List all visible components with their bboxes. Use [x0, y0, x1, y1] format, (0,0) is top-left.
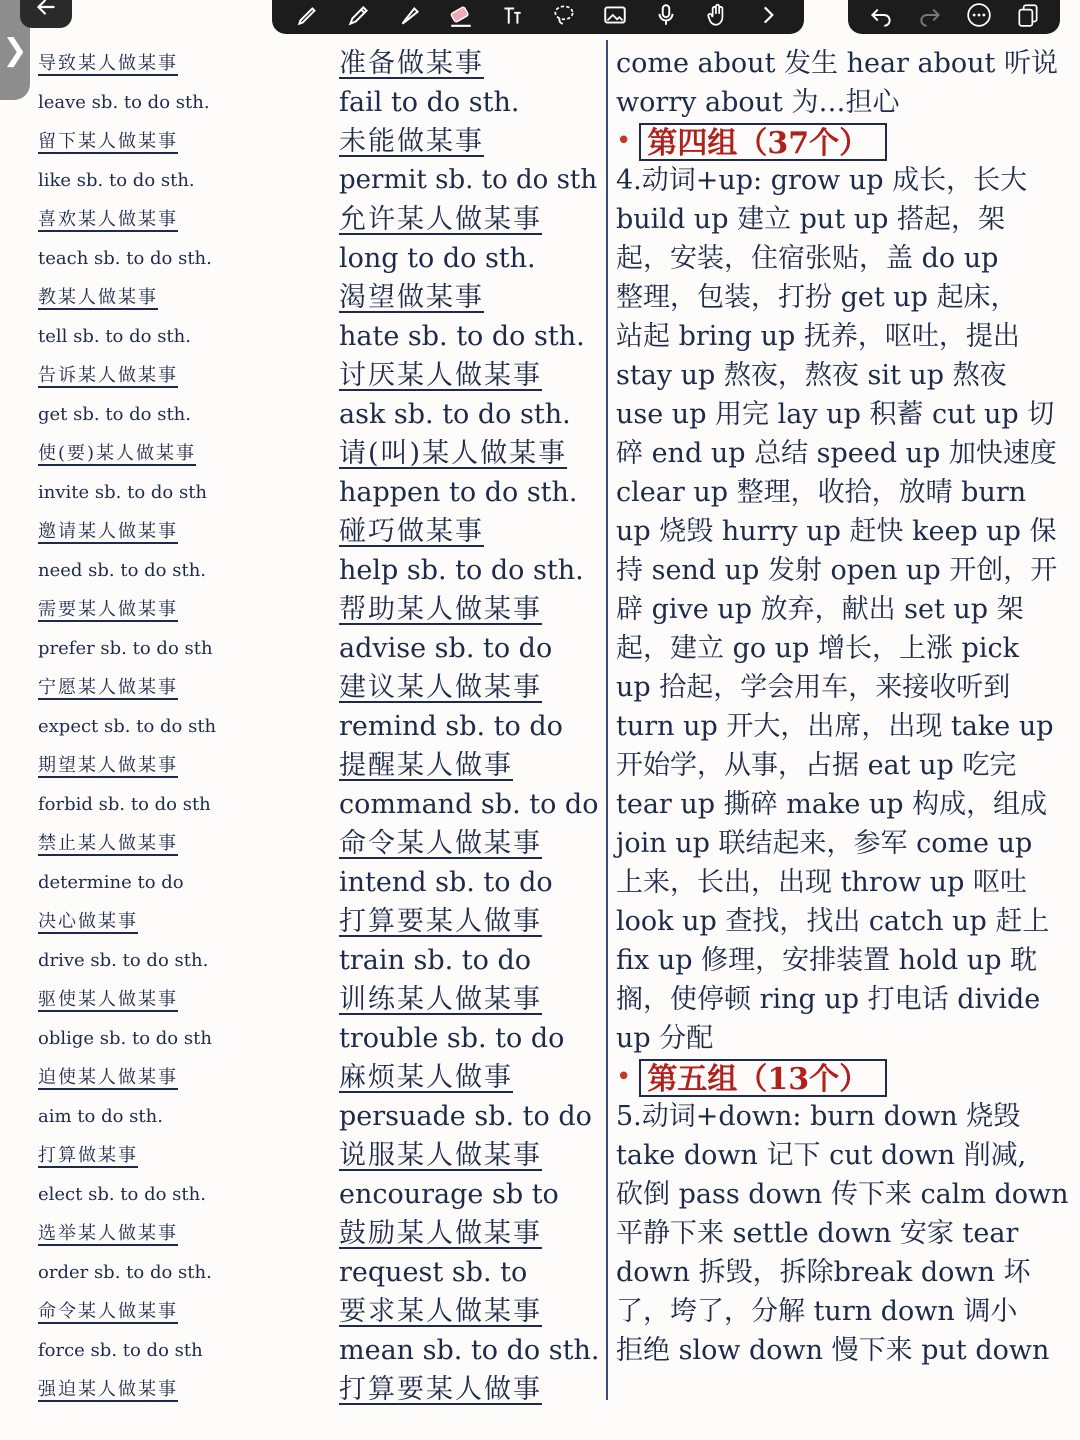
phrase-meaning	[339, 1292, 603, 1331]
arrow-left-icon	[31, 0, 61, 20]
phrase-text: intend sb. to do	[339, 867, 553, 898]
phrase-text: 鼓励某人做某事	[339, 1218, 542, 1249]
phrase-meaning	[38, 902, 306, 941]
phrase-text: 允许某人做某事	[339, 204, 542, 235]
phrase-text: 迫使某人做某事	[38, 1067, 178, 1088]
phrase-text: help sb. to do sth.	[339, 555, 584, 586]
drawing-toolbar	[272, 0, 804, 34]
note-line: 上来，长出，出现 throw up 呕吐	[616, 867, 1027, 898]
note-line: look up 查找，找出 catch up 赶上	[616, 906, 1050, 937]
phrase-pattern	[38, 395, 306, 434]
phrase-text: 命令某人做某事	[339, 828, 542, 859]
note-line: 站起 bring up 抚养，呕吐，提出	[616, 321, 1020, 352]
note-line: 碎 end up 总结 speed up 加快速度	[616, 438, 1057, 469]
phrase-text: order sb. to do sth.	[38, 1262, 212, 1283]
note-line: take down 记下 cut down 削减,	[616, 1140, 1027, 1171]
phrase-pattern	[339, 473, 603, 512]
note-line: build up 建立 put up 搭起，架	[616, 204, 1006, 235]
phrase-text: encourage sb to	[339, 1179, 559, 1210]
phrase-meaning	[339, 44, 603, 83]
phrase-text: tell sb. to do sth.	[38, 326, 191, 347]
phrase-text: 告诉某人做某事	[38, 365, 178, 386]
phrase-pattern	[38, 941, 306, 980]
note-line: tear up 撕碎 make up 构成，组成	[616, 789, 1048, 820]
phrase-pattern	[339, 317, 603, 356]
bullet-dot: •	[616, 126, 632, 156]
phrase-pattern	[38, 161, 306, 200]
hand-icon[interactable]	[702, 2, 732, 28]
phrase-meaning	[339, 746, 603, 785]
note-line: join up 联结起来，参军 come up	[616, 828, 1033, 859]
phrase-meaning	[38, 1214, 306, 1253]
note-column-1	[38, 44, 306, 1409]
phrase-text: remind sb. to do	[339, 711, 563, 742]
highlighter-icon[interactable]	[395, 2, 425, 28]
phrase-text: 打算要某人做事	[339, 1374, 542, 1405]
phrase-text: fail to do sth.	[339, 87, 520, 118]
phrase-pattern	[339, 707, 603, 746]
phrase-meaning	[38, 1370, 306, 1409]
phrase-meaning	[38, 122, 306, 161]
phrase-text: 讨厌某人做某事	[339, 360, 542, 391]
note-line: down 拆毁，拆除break down 坏	[616, 1257, 1031, 1288]
group-5-title: 第五组（13个）	[639, 1059, 887, 1097]
phrase-meaning	[38, 1292, 306, 1331]
phrase-meaning	[38, 824, 306, 863]
phrase-pattern	[38, 473, 306, 512]
phrase-text: prefer sb. to do sth	[38, 638, 213, 659]
phrase-pattern	[339, 1019, 603, 1058]
phrase-pattern	[38, 1175, 306, 1214]
phrase-text: 请(叫)某人做某事	[339, 438, 568, 469]
phrase-pattern	[38, 1331, 306, 1370]
group-5-lines	[616, 1097, 1074, 1370]
phrase-pattern	[339, 239, 603, 278]
note-line: 辟 give up 放弃，献出 set up 架	[616, 594, 1024, 625]
phrase-text: persuade sb. to do	[339, 1101, 592, 1132]
note-line: 平静下来 settle down 安家 tear	[616, 1218, 1019, 1249]
phrase-pattern	[38, 863, 306, 902]
phrase-meaning	[339, 434, 603, 473]
redo-icon[interactable]	[915, 2, 945, 28]
phrase-text: 导致某人做某事	[38, 53, 178, 74]
note-line: turn up 开大，出席，出现 take up	[616, 711, 1054, 742]
phrase-text: 驱使某人做某事	[38, 989, 178, 1010]
phrase-text: 麻烦某人做事	[339, 1062, 513, 1093]
phrase-text: 帮助某人做某事	[339, 594, 542, 625]
phrase-pattern	[339, 863, 603, 902]
phrase-text: 命令某人做某事	[38, 1301, 178, 1322]
phrase-text: 邀请某人做某事	[38, 521, 178, 542]
phrase-meaning	[339, 590, 603, 629]
group-5-heading	[616, 1058, 1074, 1097]
phrase-meaning	[38, 746, 306, 785]
phrase-meaning	[38, 590, 306, 629]
lasso-icon[interactable]	[549, 2, 579, 28]
note-line: stay up 熬夜，熬夜 sit up 熬夜	[616, 360, 1007, 391]
note-line: up 拾起，学会用车，来接收听到	[616, 672, 1011, 703]
phrase-text: forbid sb. to do sth	[38, 794, 211, 815]
note-line: 持 send up 发射 open up 开创，开	[616, 555, 1058, 586]
chevron-right-icon: ❯	[2, 32, 28, 68]
phrase-meaning	[38, 44, 306, 83]
note-line: 4.动词+up: grow up 成长，长大	[616, 165, 1028, 196]
phrase-pattern	[38, 707, 306, 746]
phrase-text: 选举某人做某事	[38, 1223, 178, 1244]
phrase-text: train sb. to do	[339, 945, 531, 976]
note-line: clear up 整理，收拾，放晴 burn	[616, 477, 1027, 508]
note-line: fix up 修理，安排装置 hold up 耽	[616, 945, 1038, 976]
phrase-meaning	[38, 356, 306, 395]
microphone-icon[interactable]	[651, 2, 681, 28]
phrase-pattern	[339, 629, 603, 668]
phrase-meaning	[38, 200, 306, 239]
phrase-pattern	[38, 83, 306, 122]
phrase-text: trouble sb. to do	[339, 1023, 565, 1054]
note-line: 起，建立 go up 增长，上涨 pick	[616, 633, 1019, 664]
note-column-3	[616, 44, 1074, 1370]
bullet-dot: •	[616, 1062, 632, 1092]
column-divider	[606, 40, 608, 1400]
phrase-pattern	[38, 629, 306, 668]
phrase-meaning	[339, 824, 603, 863]
phrase-text: 提醒某人做事	[339, 750, 513, 781]
pencil-icon[interactable]	[344, 2, 374, 28]
phrase-meaning	[339, 278, 603, 317]
phrase-text: advise sb. to do	[339, 633, 553, 664]
phrase-text: expect sb. to do sth	[38, 716, 217, 737]
note-line: worry about 为…担心	[616, 87, 900, 118]
note-line: come about 发生 hear about 听说	[616, 48, 1058, 79]
eraser-icon[interactable]	[446, 2, 476, 28]
phrase-text: 宁愿某人做某事	[38, 677, 178, 698]
pages-icon[interactable]	[1013, 2, 1043, 28]
phrase-pattern	[339, 785, 603, 824]
phrase-text: teach sb. to do sth.	[38, 248, 212, 269]
phrase-meaning	[339, 902, 603, 941]
phrase-text: 说服某人做某事	[339, 1140, 542, 1171]
phrase-text: request sb. to	[339, 1257, 528, 1288]
note-line: up 烧毁 hurry up 赶快 keep up 保	[616, 516, 1057, 547]
note-line: use up 用完 lay up 积蓄 cut up 切	[616, 399, 1055, 430]
chevron-right-icon[interactable]	[753, 2, 783, 28]
phrase-text: long to do sth.	[339, 243, 536, 274]
note-line: 起，安装，住宿张贴，盖 do up	[616, 243, 999, 274]
phrase-text: leave sb. to do sth.	[38, 92, 210, 113]
phrase-text: drive sb. to do sth.	[38, 950, 209, 971]
text-tool-icon[interactable]	[497, 2, 527, 28]
phrase-text: command sb. to do	[339, 789, 599, 820]
note-line: 拒绝 slow down 慢下来 put down	[616, 1335, 1050, 1366]
phrase-text: 渴望做某事	[339, 282, 484, 313]
phrase-text: aim to do sth.	[38, 1106, 163, 1127]
phrase-meaning	[339, 356, 603, 395]
phrase-text: 准备做某事	[339, 48, 484, 79]
phrase-text: determine to do	[38, 872, 184, 893]
phrase-text: 要求某人做某事	[339, 1296, 542, 1327]
phrase-text: 使(要)某人做某事	[38, 443, 197, 464]
note-column-2	[339, 44, 603, 1409]
phrase-text: elect sb. to do sth.	[38, 1184, 206, 1205]
phrase-text: 决心做某事	[38, 911, 138, 932]
phrase-text: 期望某人做某事	[38, 755, 178, 776]
phrase-text: 打算要某人做事	[339, 906, 542, 937]
phrase-meaning	[339, 1136, 603, 1175]
phrase-meaning	[38, 668, 306, 707]
phrase-text: 强迫某人做某事	[38, 1379, 178, 1400]
page-toolbar	[848, 0, 1060, 34]
phrase-meaning	[38, 434, 306, 473]
phrase-text: 碰巧做某事	[339, 516, 484, 547]
group-4-title: 第四组（37个）	[639, 123, 887, 161]
phrase-text: 建议某人做某事	[339, 672, 542, 703]
phrase-pattern	[339, 941, 603, 980]
phrase-meaning	[339, 200, 603, 239]
undo-icon[interactable]	[866, 2, 896, 28]
phrase-pattern	[38, 1097, 306, 1136]
phrase-text: get sb. to do sth.	[38, 404, 191, 425]
phrase-text: permit sb. to do sth	[339, 165, 598, 195]
phrase-meaning	[339, 512, 603, 551]
phrase-text: hate sb. to do sth.	[339, 321, 585, 352]
phrase-meaning	[38, 980, 306, 1019]
phrase-text: force sb. to do sth	[38, 1340, 203, 1361]
phrase-pattern	[38, 551, 306, 590]
phrase-text: 训练某人做某事	[339, 984, 542, 1015]
pen-icon[interactable]	[293, 2, 323, 28]
phrase-pattern	[38, 785, 306, 824]
phrase-meaning	[339, 980, 603, 1019]
note-line: 搁，使停顿 ring up 打电话 divide	[616, 984, 1041, 1015]
phrase-pattern	[339, 395, 603, 434]
phrase-text: 未能做某事	[339, 126, 484, 157]
note-line: up 分配	[616, 1023, 714, 1054]
phrase-text: need sb. to do sth.	[38, 560, 207, 581]
back-button[interactable]	[20, 0, 72, 28]
note-line: 开始学，从事，占据 eat up 吃完	[616, 750, 1017, 781]
phrase-pattern	[339, 83, 603, 122]
note-line: 整理，包装，打扮 get up 起床，	[616, 282, 1018, 313]
phrase-text: 打算做某事	[38, 1145, 138, 1166]
phrase-text: 需要某人做某事	[38, 599, 178, 620]
phrase-pattern	[38, 1019, 306, 1058]
group-4-lines	[616, 161, 1074, 1058]
phrase-pattern	[339, 1253, 603, 1292]
phrase-text: invite sb. to do sth	[38, 482, 208, 503]
phrase-pattern	[339, 1175, 603, 1214]
phrase-text: 喜欢某人做某事	[38, 209, 178, 230]
phrase-pattern	[38, 317, 306, 356]
phrase-meaning	[38, 1136, 306, 1175]
phrase-text: happen to do sth.	[339, 477, 578, 508]
phrase-pattern	[38, 239, 306, 278]
phrase-meaning	[339, 1214, 603, 1253]
phrase-text: 教某人做某事	[38, 287, 158, 308]
note-line: 了，垮了，分解 turn down 调小	[616, 1296, 1018, 1327]
phrase-text: ask sb. to do sth.	[339, 399, 571, 430]
phrase-pattern	[339, 1331, 603, 1370]
phrase-meaning	[38, 278, 306, 317]
group-4-heading	[616, 122, 1074, 161]
note-line: 5.动词+down: burn down 烧毁	[616, 1101, 1021, 1132]
phrase-meaning	[339, 668, 603, 707]
phrase-pattern	[339, 551, 603, 590]
phrase-text: 留下某人做某事	[38, 131, 178, 152]
phrase-meaning	[339, 1058, 603, 1097]
phrase-text: like sb. to do sth.	[38, 170, 195, 191]
phrase-pattern	[38, 1253, 306, 1292]
phrase-meaning	[339, 122, 603, 161]
phrase-text: mean sb. to do sth.	[339, 1335, 600, 1366]
more-options-icon[interactable]	[964, 2, 994, 28]
note-line: 砍倒 pass down 传下来 calm down	[616, 1179, 1069, 1210]
image-icon[interactable]	[600, 2, 630, 28]
phrase-meaning	[339, 1370, 603, 1409]
phrase-text: 禁止某人做某事	[38, 833, 178, 854]
phrase-pattern	[339, 1097, 603, 1136]
phrase-text: oblige sb. to do sth	[38, 1028, 212, 1049]
phrase-pattern	[339, 161, 603, 200]
phrase-meaning	[38, 512, 306, 551]
phrase-meaning	[38, 1058, 306, 1097]
